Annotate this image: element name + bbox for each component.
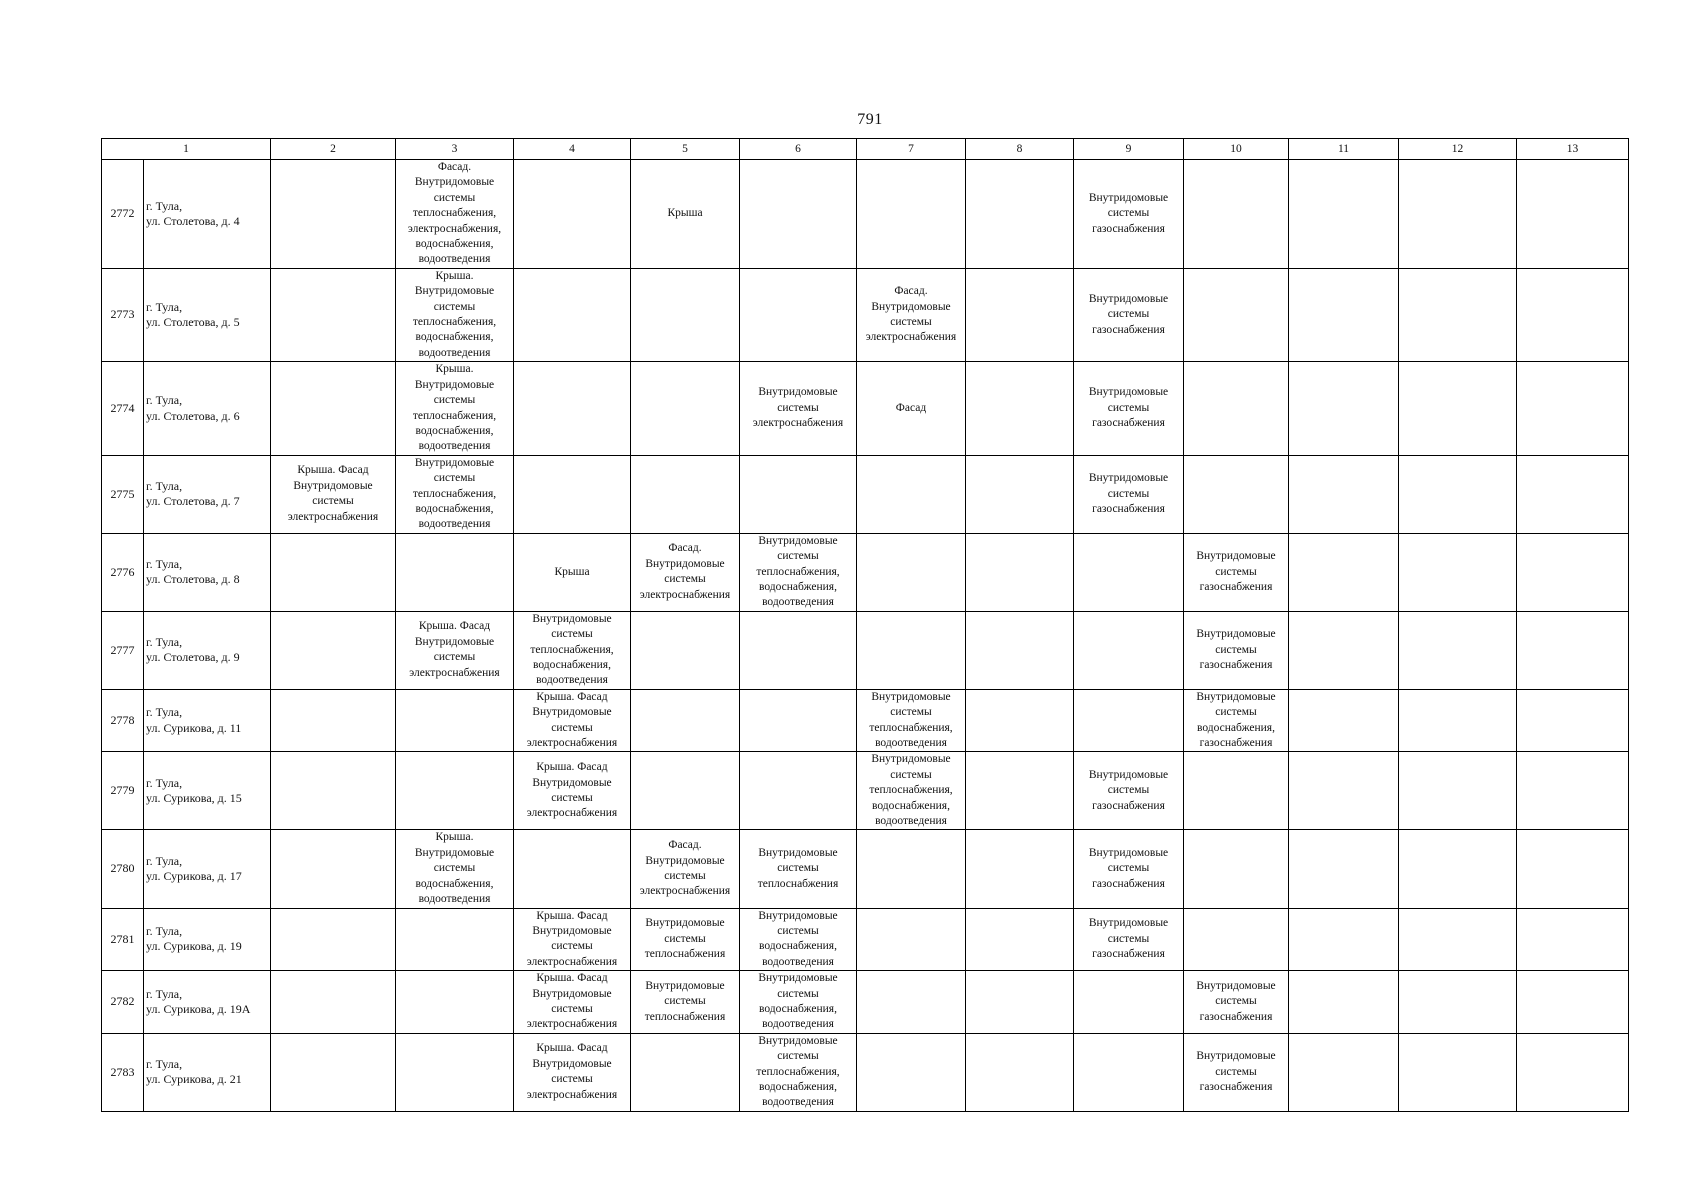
column-header: 13 xyxy=(1517,139,1629,160)
table-cell xyxy=(271,533,396,611)
column-header: 8 xyxy=(966,139,1074,160)
table-cell xyxy=(1399,830,1517,908)
table-cell xyxy=(1517,455,1629,533)
table-cell xyxy=(857,611,966,689)
table-cell xyxy=(1184,455,1289,533)
table-cell xyxy=(271,160,396,269)
table-cell xyxy=(396,533,514,611)
table-cell xyxy=(514,455,631,533)
table-cell xyxy=(514,362,631,455)
column-header: 6 xyxy=(740,139,857,160)
column-header: 9 xyxy=(1074,139,1184,160)
table-cell xyxy=(1289,533,1399,611)
table-cell: Крыша. Фасад Внутридомовые системы электроснабжения xyxy=(514,908,631,971)
table-cell xyxy=(1074,533,1184,611)
row-number: 2774 xyxy=(102,362,144,455)
table-cell xyxy=(740,160,857,269)
column-header: 12 xyxy=(1399,139,1517,160)
table-cell xyxy=(1184,752,1289,830)
address-cell: г. Тула, ул. Столетова, д. 8 xyxy=(144,533,271,611)
table-cell xyxy=(1517,1033,1629,1111)
table-cell: Внутридомовые системы теплоснабжения xyxy=(740,830,857,908)
table-cell: Крыша xyxy=(631,160,740,269)
table-cell xyxy=(1184,268,1289,361)
table-cell: Крыша. Фасад Внутридомовые системы электроснабжения xyxy=(271,455,396,533)
table-cell: Внутридомовые системы газоснабжения xyxy=(1074,830,1184,908)
table-cell xyxy=(631,455,740,533)
table-cell xyxy=(966,1033,1074,1111)
table-cell: Внутридомовые системы теплоснабжения xyxy=(631,908,740,971)
table-cell xyxy=(514,160,631,269)
header-row xyxy=(102,139,1629,160)
table-cell: Внутридомовые системы теплоснабжения, водоснабжения, водоотведения xyxy=(740,1033,857,1111)
table-cell xyxy=(966,689,1074,752)
table-cell: Крыша. Фасад Внутридомовые системы электроснабжения xyxy=(514,752,631,830)
table-cell: Внутридомовые системы газоснабжения xyxy=(1074,908,1184,971)
row-number: 2781 xyxy=(102,908,144,971)
table-row xyxy=(102,160,1629,269)
column-header: 2 xyxy=(271,139,396,160)
row-number: 2780 xyxy=(102,830,144,908)
table-cell: Внутридомовые системы теплоснабжения, водоснабжения, водоотведения xyxy=(857,752,966,830)
table-cell: Фасад. Внутридомовые системы электроснабжения xyxy=(631,533,740,611)
table-cell xyxy=(857,533,966,611)
table-cell xyxy=(631,752,740,830)
address-cell: г. Тула, ул. Сурикова, д. 19 xyxy=(144,908,271,971)
table-cell: Крыша. Внутридомовые системы теплоснабжения, водоснабжения, водоотведения xyxy=(396,362,514,455)
table-cell xyxy=(857,971,966,1034)
table-cell xyxy=(271,689,396,752)
table-cell xyxy=(396,908,514,971)
table-cell: Фасад. Внутридомовые системы электроснабжения xyxy=(857,268,966,361)
table-cell xyxy=(966,455,1074,533)
address-cell: г. Тула, ул. Столетова, д. 5 xyxy=(144,268,271,361)
column-header: 4 xyxy=(514,139,631,160)
table-cell xyxy=(966,830,1074,908)
table-cell xyxy=(1517,268,1629,361)
address-cell: г. Тула, ул. Столетова, д. 9 xyxy=(144,611,271,689)
table-cell: Внутридомовые системы газоснабжения xyxy=(1184,971,1289,1034)
table-cell: Внутридомовые системы газоснабжения xyxy=(1184,1033,1289,1111)
table-cell xyxy=(396,1033,514,1111)
table-row xyxy=(102,908,1629,971)
table-cell xyxy=(1399,268,1517,361)
table-cell xyxy=(1289,611,1399,689)
table-cell xyxy=(1399,611,1517,689)
table-cell xyxy=(271,908,396,971)
table-cell: Крыша. Фасад Внутридомовые системы электроснабжения xyxy=(514,689,631,752)
table-row xyxy=(102,689,1629,752)
table-cell xyxy=(966,611,1074,689)
address-cell: г. Тула, ул. Сурикова, д. 15 xyxy=(144,752,271,830)
table-cell xyxy=(1074,689,1184,752)
row-number: 2782 xyxy=(102,971,144,1034)
table-cell xyxy=(396,689,514,752)
column-header: 5 xyxy=(631,139,740,160)
table-cell: Крыша. Внутридомовые системы теплоснабжения, водоснабжения, водоотведения xyxy=(396,268,514,361)
table-cell xyxy=(966,533,1074,611)
table-cell xyxy=(1289,971,1399,1034)
table-cell xyxy=(271,971,396,1034)
table-cell xyxy=(966,362,1074,455)
table-cell: Крыша. Внутридомовые системы водоснабжения, водоотведения xyxy=(396,830,514,908)
table-cell xyxy=(1517,971,1629,1034)
table-cell: Крыша. Фасад Внутридомовые системы электроснабжения xyxy=(514,971,631,1034)
table-cell xyxy=(740,455,857,533)
table-cell xyxy=(1399,533,1517,611)
row-number: 2783 xyxy=(102,1033,144,1111)
table-row xyxy=(102,611,1629,689)
table-cell xyxy=(857,160,966,269)
column-header: 7 xyxy=(857,139,966,160)
table-row xyxy=(102,268,1629,361)
table-cell xyxy=(966,908,1074,971)
table-cell xyxy=(1399,689,1517,752)
table-cell xyxy=(966,268,1074,361)
table-cell xyxy=(271,830,396,908)
table-cell xyxy=(1184,362,1289,455)
table-cell xyxy=(740,752,857,830)
table-cell: Внутридомовые системы электроснабжения xyxy=(740,362,857,455)
table-cell: Внутридомовые системы теплоснабжения, водоснабжения, водоотведения xyxy=(514,611,631,689)
address-cell: г. Тула, ул. Столетова, д. 6 xyxy=(144,362,271,455)
table-row xyxy=(102,752,1629,830)
table-row xyxy=(102,533,1629,611)
table-cell: Крыша. Фасад Внутридомовые системы электроснабжения xyxy=(396,611,514,689)
table-cell xyxy=(966,752,1074,830)
table-cell: Внутридомовые системы водоснабжения, водоотведения xyxy=(740,908,857,971)
table-cell: Внутридомовые системы газоснабжения xyxy=(1074,455,1184,533)
column-header: 3 xyxy=(396,139,514,160)
table-cell xyxy=(631,268,740,361)
table-row xyxy=(102,971,1629,1034)
table-cell xyxy=(271,362,396,455)
table-cell xyxy=(1289,160,1399,269)
table-cell xyxy=(1184,830,1289,908)
table-cell xyxy=(631,689,740,752)
table-cell: Внутридомовые системы теплоснабжения, водоснабжения, водоотведения xyxy=(396,455,514,533)
row-number: 2773 xyxy=(102,268,144,361)
table-cell xyxy=(1399,908,1517,971)
table-cell: Фасад xyxy=(857,362,966,455)
row-number: 2772 xyxy=(102,160,144,269)
table-cell xyxy=(1399,160,1517,269)
table-cell xyxy=(740,689,857,752)
table-row xyxy=(102,455,1629,533)
table-cell xyxy=(271,1033,396,1111)
address-cell: г. Тула, ул. Сурикова, д. 19А xyxy=(144,971,271,1034)
table-cell xyxy=(631,611,740,689)
table-cell xyxy=(396,752,514,830)
table-cell xyxy=(1517,611,1629,689)
table-cell xyxy=(271,268,396,361)
table-cell xyxy=(1399,1033,1517,1111)
table-row xyxy=(102,362,1629,455)
table-cell: Внутридомовые системы теплоснабжения, водоотведения xyxy=(857,689,966,752)
table-cell xyxy=(1184,160,1289,269)
table-row xyxy=(102,1033,1629,1111)
table-cell: Внутридомовые системы теплоснабжения xyxy=(631,971,740,1034)
row-number: 2778 xyxy=(102,689,144,752)
table-cell xyxy=(514,268,631,361)
table-cell xyxy=(631,362,740,455)
table-cell: Внутридомовые системы газоснабжения xyxy=(1074,160,1184,269)
address-cell: г. Тула, ул. Столетова, д. 7 xyxy=(144,455,271,533)
table-cell xyxy=(1184,908,1289,971)
table-cell: Внутридомовые системы теплоснабжения, водоснабжения, водоотведения xyxy=(740,533,857,611)
table-cell xyxy=(396,971,514,1034)
table-cell: Внутридомовые системы водоснабжения, газоснабжения xyxy=(1184,689,1289,752)
table-cell xyxy=(1517,908,1629,971)
table-cell: Крыша xyxy=(514,533,631,611)
table-cell xyxy=(1399,971,1517,1034)
table-cell xyxy=(1289,830,1399,908)
table-cell: Внутридомовые системы газоснабжения xyxy=(1074,362,1184,455)
table-cell: Внутридомовые системы водоснабжения, водоотведения xyxy=(740,971,857,1034)
address-cell: г. Тула, ул. Столетова, д. 4 xyxy=(144,160,271,269)
table-cell xyxy=(857,908,966,971)
column-header: 1 xyxy=(102,139,271,160)
table-cell xyxy=(1074,971,1184,1034)
table-cell xyxy=(1074,611,1184,689)
table-cell xyxy=(1399,362,1517,455)
table-cell xyxy=(631,1033,740,1111)
table-cell: Фасад. Внутридомовые системы электроснабжения xyxy=(631,830,740,908)
table-cell: Внутридомовые системы газоснабжения xyxy=(1184,611,1289,689)
row-number: 2779 xyxy=(102,752,144,830)
table-cell: Внутридомовые системы газоснабжения xyxy=(1184,533,1289,611)
table-row xyxy=(102,830,1629,908)
table-cell: Крыша. Фасад Внутридомовые системы электроснабжения xyxy=(514,1033,631,1111)
table-cell xyxy=(1517,830,1629,908)
repair-schedule-table xyxy=(101,138,1629,1112)
table-cell xyxy=(740,268,857,361)
table-cell xyxy=(857,455,966,533)
table-cell xyxy=(1289,1033,1399,1111)
table-cell xyxy=(1517,533,1629,611)
column-header: 11 xyxy=(1289,139,1399,160)
table-cell xyxy=(271,752,396,830)
table-cell xyxy=(514,830,631,908)
table-cell xyxy=(1399,752,1517,830)
address-cell: г. Тула, ул. Сурикова, д. 21 xyxy=(144,1033,271,1111)
table-cell xyxy=(271,611,396,689)
table-cell xyxy=(1289,689,1399,752)
row-number: 2775 xyxy=(102,455,144,533)
table-cell xyxy=(1289,268,1399,361)
table-cell xyxy=(1517,752,1629,830)
table-cell xyxy=(1517,160,1629,269)
table-cell xyxy=(1399,455,1517,533)
table-cell xyxy=(966,971,1074,1034)
table-cell xyxy=(966,160,1074,269)
page-number: 791 xyxy=(857,111,883,128)
column-header: 10 xyxy=(1184,139,1289,160)
row-number: 2777 xyxy=(102,611,144,689)
address-cell: г. Тула, ул. Сурикова, д. 11 xyxy=(144,689,271,752)
table-cell xyxy=(1517,689,1629,752)
table-cell xyxy=(1517,362,1629,455)
table-cell xyxy=(1074,1033,1184,1111)
table-cell xyxy=(1289,455,1399,533)
table-cell xyxy=(740,611,857,689)
table-cell: Внутридомовые системы газоснабжения xyxy=(1074,752,1184,830)
table-cell: Внутридомовые системы газоснабжения xyxy=(1074,268,1184,361)
table-cell xyxy=(1289,752,1399,830)
address-cell: г. Тула, ул. Сурикова, д. 17 xyxy=(144,830,271,908)
row-number: 2776 xyxy=(102,533,144,611)
table-cell xyxy=(1289,362,1399,455)
table-cell xyxy=(1289,908,1399,971)
table-cell xyxy=(857,1033,966,1111)
table-cell: Фасад. Внутридомовые системы теплоснабжения, электроснабжения, водоснабжения, водоотведения xyxy=(396,160,514,269)
table-cell xyxy=(857,830,966,908)
